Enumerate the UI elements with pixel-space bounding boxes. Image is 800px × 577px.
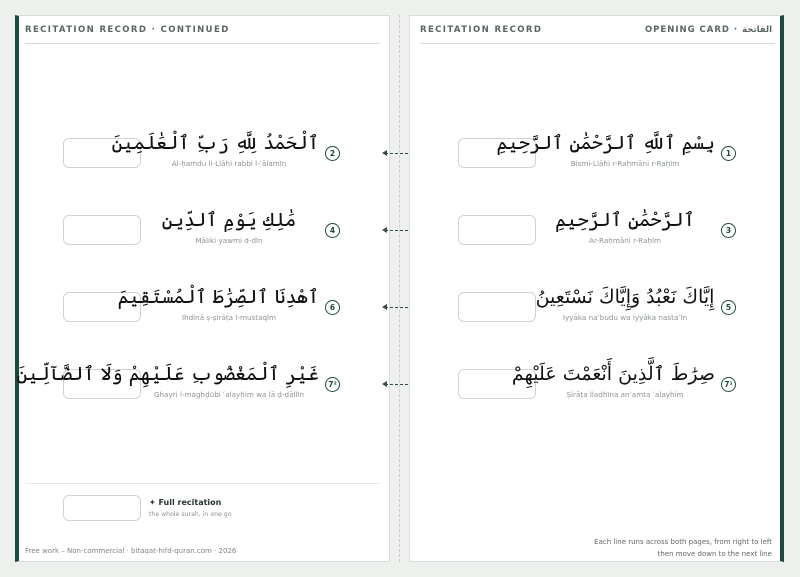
recitation-box-verse-5[interactable] (458, 292, 536, 322)
arrow-head-icon (382, 227, 387, 233)
footer-divider (25, 483, 380, 484)
verse-number-badge: 2 (325, 146, 340, 161)
fold-line (399, 15, 400, 562)
verse-number-badge: 7¹ (721, 377, 736, 392)
verse-number-badge: 5 (721, 300, 736, 315)
instruction-line: Each line runs across both pages, from right to left (594, 538, 772, 546)
verse-number-badge: 3 (721, 223, 736, 238)
header-divider (420, 43, 775, 44)
arrow-head-icon (382, 150, 387, 156)
verse-arabic: ٱلْحَمْدُ لِلَّهِ رَبِّ ٱلْعَٰلَمِينَ (111, 132, 319, 154)
arrow-head-icon (382, 304, 387, 310)
full-recitation-sub: the whole surah, in one go (149, 511, 232, 518)
left-page-header: RECITATION RECORD · CONTINUED (25, 25, 230, 35)
verse-number-badge: 1 (721, 146, 736, 161)
reading-instructions (594, 536, 772, 560)
verse-arabic: غَيْرِ ٱلْمَغْضُوبِ عَلَيْهِمْ وَلَا ٱلضَّآلِّينَ (16, 363, 319, 385)
verse-transliteration: Al-ḥamdu li-Llāhi rabbi l-ʿālamīn (171, 159, 287, 168)
verse-transliteration: Māliki yawmi d-dīn (195, 236, 263, 245)
recitation-box-verse-4[interactable] (63, 215, 141, 245)
verse-transliteration: Ghayri l-maghḍūbi ʿalayhim wa lā ḍ-ḍāllīn (153, 390, 305, 399)
verse-transliteration: Bismi-Llāhi r-Raḥmāni r-Raḥīm (570, 159, 680, 168)
verse-number-badge: 4 (325, 223, 340, 238)
verse-transliteration: Iyyāka naʿbudu wa iyyāka nastaʿīn (562, 313, 688, 322)
right-page-header: RECITATION RECORD (420, 25, 543, 35)
instruction-line: then move down to the next line (657, 550, 772, 558)
opening-card-label: OPENING CARD · الفاتحة (644, 25, 772, 35)
header-divider (25, 43, 380, 44)
verse-arabic: صِرَٰطَ ٱلَّذِينَ أَنْعَمْتَ عَلَيْهِمْ (511, 363, 715, 385)
left-page (15, 15, 390, 562)
verse-number-badge: 7² (325, 377, 340, 392)
verse-arabic: بِسْمِ ٱللَّهِ ٱلرَّحْمَٰنِ ٱلرَّحِيمِ (496, 132, 715, 154)
verse-arabic: مَٰلِكِ يَوْمِ ٱلدِّينِ (161, 209, 297, 231)
right-page (409, 15, 784, 562)
recitation-box-verse-3[interactable] (458, 215, 536, 245)
verse-arabic: إِيَّاكَ نَعْبُدُ وَإِيَّاكَ نَسْتَعِينُ (535, 286, 715, 308)
full-recitation-box[interactable] (63, 495, 141, 521)
verse-transliteration: Ṣirāṭa lladhīna anʿamta ʿalayhim (566, 390, 684, 399)
verse-arabic: ٱهْدِنَا ٱلصِّرَٰطَ ٱلْمُسْتَقِيمَ (117, 286, 319, 308)
verse-arabic: ٱلرَّحْمَٰنِ ٱلرَّحِيمِ (555, 209, 695, 231)
arrow-head-icon (382, 381, 387, 387)
verse-transliteration: Ihdinā ṣ-ṣirāṭa l-mustaqīm (181, 313, 277, 322)
verse-number-badge: 6 (325, 300, 340, 315)
verse-transliteration: Ar-Raḥmāni r-Raḥīm (589, 236, 661, 245)
full-recitation-label: ✦ Full recitation (149, 498, 222, 507)
footer-credit: Free work – Non-commercial · bitaqat-hifd-quran.com · 2026 (25, 547, 237, 555)
